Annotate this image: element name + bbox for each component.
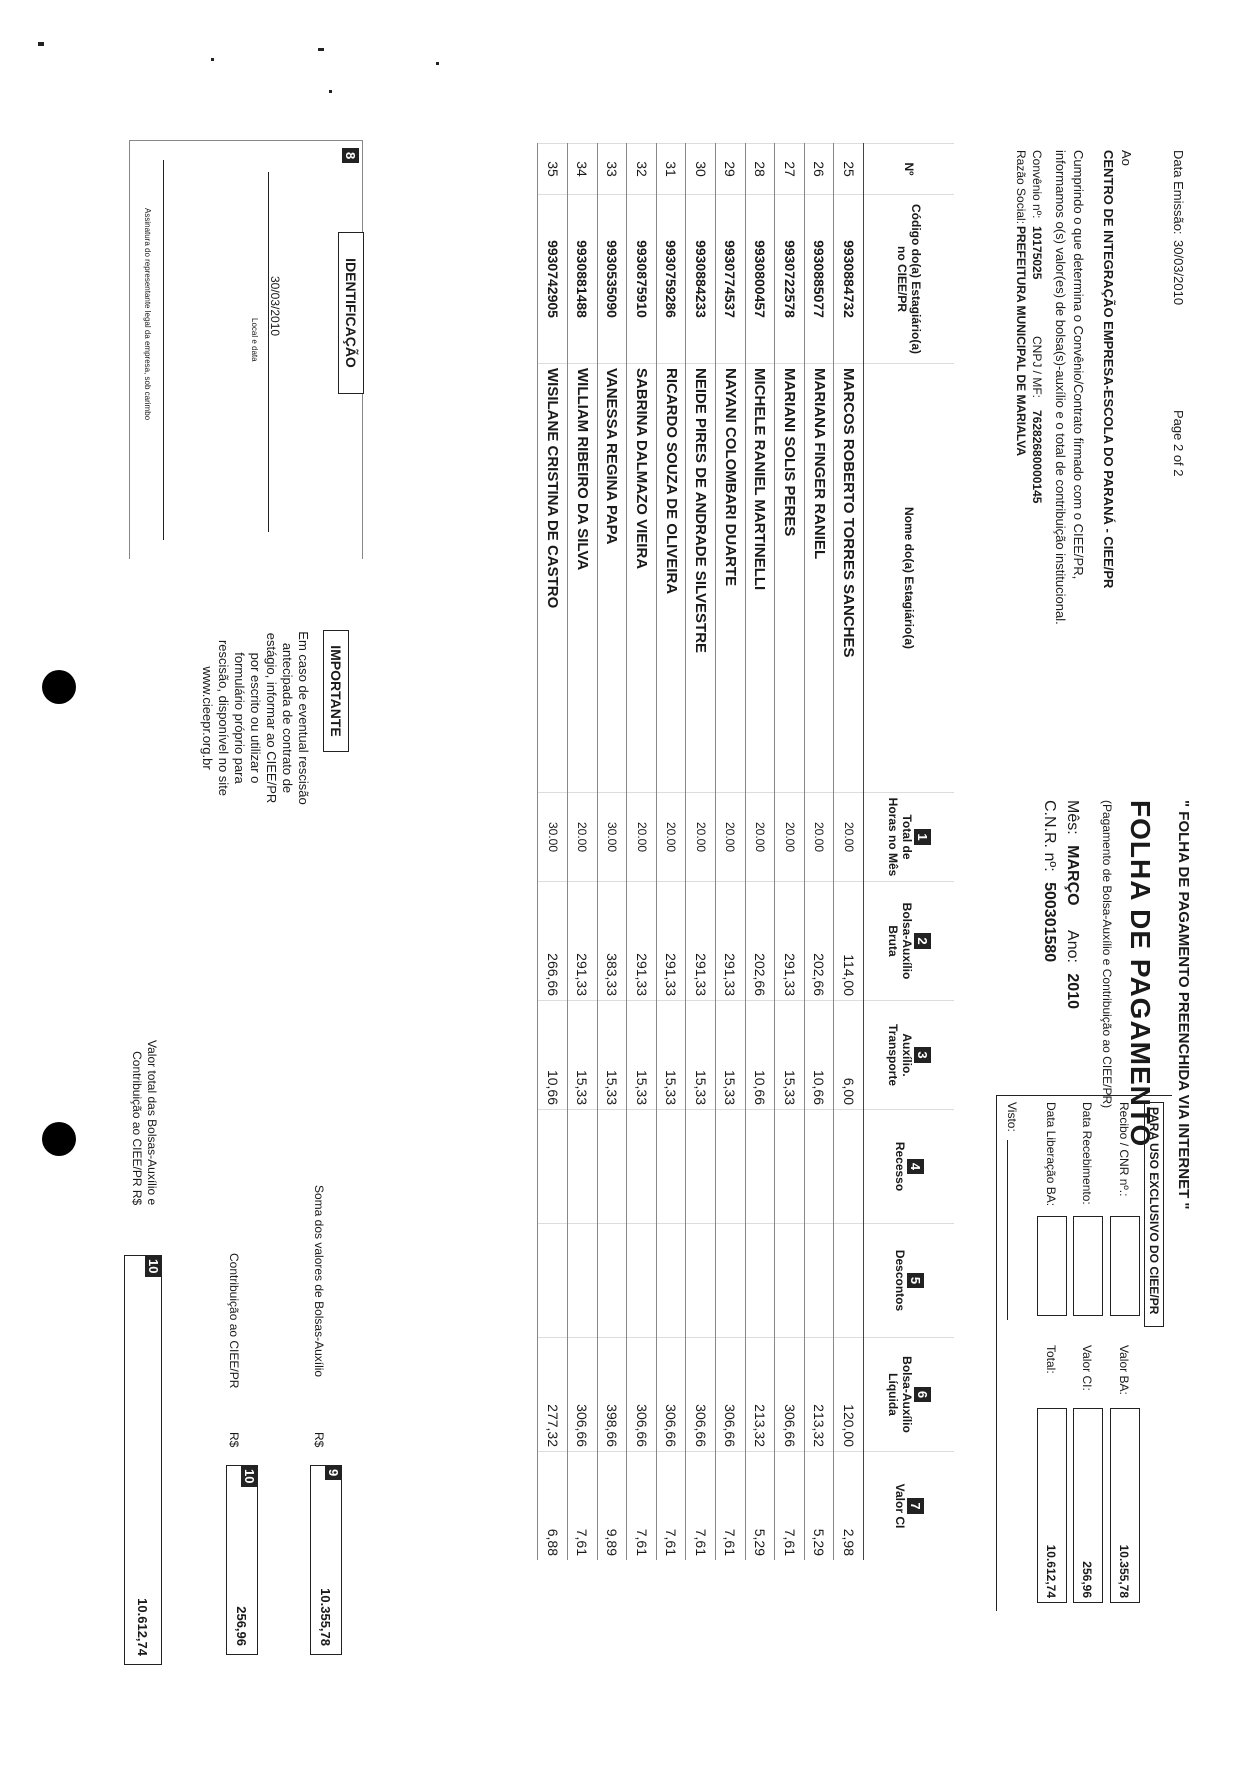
badge-5: 5 <box>908 1273 925 1288</box>
valor-ba-field: 10.355,78 <box>1110 1408 1140 1603</box>
badge-7: 7 <box>908 1498 925 1513</box>
col-bruta: 2 Bolsa-Auxílio Bruta <box>864 882 955 1001</box>
scan-speck <box>38 42 44 46</box>
razao-social-value: PREFEITURA MUNICIPAL DE MARIALVA <box>1014 226 1028 456</box>
month-value: MARÇO <box>1064 845 1081 906</box>
grand-total-value: 10.612,74 <box>135 1598 150 1656</box>
visto-line <box>1007 1140 1008 1320</box>
internet-title: " FOLHA DE PAGAMENTO PREENCHIDA VIA INTERNET " <box>1175 800 1192 1210</box>
signature-caption: Assinatura do representante legal da empresa, sob carimbo <box>143 208 152 421</box>
contrib-currency: R$ <box>227 1432 241 1448</box>
emission-date-label: Data Emissão: <box>1171 150 1186 235</box>
badge-10: 10 <box>241 1465 258 1487</box>
grand-total-field <box>124 1255 162 1665</box>
contrib-label: Contribuição ao CIEE/PR <box>227 1253 241 1389</box>
table-row: 33 9930535090 VANESSA REGINA PAPA 30.00 383,33 15,33 398,66 9,89 <box>597 144 627 1561</box>
table-row: 35 9930742905 WISILANE CRISTINA DE CASTRO 30.00 266,66 10,66 277,32 6,88 <box>538 144 568 1561</box>
table-row: 25 9930884732 MARCOS ROBERTO TORRES SANCHES 20.00 114,00 6,00 120,00 2,98 <box>834 144 864 1561</box>
table-header-row <box>864 144 955 1561</box>
cnr-line <box>1040 800 1058 962</box>
col-liquida: 6 Bolsa-Auxílio Líquida <box>864 1338 955 1452</box>
identificacao-box <box>129 140 363 559</box>
table-row: 34 9930881488 WILLIAM RIBEIRO DA SILVA 20.00 291,33 15,33 306,66 7,61 <box>568 144 598 1561</box>
scan-speck <box>318 48 324 51</box>
table-row: 26 9930885077 MARIANA FINGER RANIEL 20.00 202,66 10,66 213,32 5,29 <box>804 144 834 1561</box>
badge-8: 8 <box>342 148 359 163</box>
col-no: Nº <box>864 144 955 195</box>
table-body <box>538 144 864 1561</box>
table-row: 28 9930800457 MICHELE RANIEL MARTINELLI 20.00 202,66 10,66 213,32 5,29 <box>745 144 775 1561</box>
soma-value: 10.355,78 <box>318 1588 333 1646</box>
importante-title: IMPORTANTE <box>323 630 349 752</box>
year-value: 2010 <box>1064 973 1081 1009</box>
cnpj-label: CNPJ / MF: <box>1030 336 1044 398</box>
page-indicator: Page 2 of 2 <box>1171 410 1186 477</box>
cnr-label: C.N.R. nº: <box>1041 800 1058 872</box>
valor-ci-field: 256,96 <box>1073 1408 1103 1603</box>
punch-hole <box>42 1122 76 1156</box>
main-title: FOLHA DE PAGAMENTO <box>1125 800 1156 1148</box>
addressee-text-1: Cumprindo o que determina o Convênio/Contrato firmado com o CIEE/PR, <box>1071 150 1086 580</box>
emission-date: 30/03/2010 <box>1171 240 1186 306</box>
convenio-value: 10175025 <box>1030 226 1044 280</box>
data-liberacao-field <box>1037 1216 1067 1316</box>
table-row: 27 9930722578 MARIANI SOLIS PERES 20.00 291,33 15,33 306,66 7,61 <box>775 144 805 1561</box>
convenio-label: Convênio nº: <box>1030 150 1044 219</box>
col-codigo: Código do(a) Estagiário(a) no CIEE/PR <box>864 195 955 364</box>
table-row: 29 9930774537 NAYANI COLOMBARI DUARTE 20.00 291,33 15,33 306,66 7,61 <box>716 144 746 1561</box>
badge-1: 1 <box>915 829 932 844</box>
main-subtitle: (Pagamento de Bolsa-Auxílio e Contribuição ao CIEE/PR) <box>1100 800 1114 1109</box>
addressee-ao: Ao <box>1119 150 1134 166</box>
table-row: 30 9930884233 NEIDE PIRES DE ANDRADE SILVESTRE 20.00 291,33 15,33 306,66 7,61 <box>686 144 716 1561</box>
date-line <box>268 172 269 532</box>
data-liberacao-label: Data Liberação BA: <box>1044 1102 1058 1207</box>
soma-field <box>310 1465 342 1655</box>
cnr-value: 500301580 <box>1041 882 1058 963</box>
local-data-caption: Local e data <box>250 318 259 362</box>
badge-10-total: 10 <box>145 1255 162 1277</box>
col-descontos: 5 Descontos <box>864 1224 955 1338</box>
cnpj-value: 76282680000145 <box>1030 410 1044 504</box>
col-horas: 1 Total de Horas no Mês <box>864 793 955 882</box>
recibo-label: Recibo / CNR nº.: <box>1117 1102 1131 1197</box>
valor-ba-label: Valor BA: <box>1117 1345 1131 1395</box>
valor-ci-label: Valor CI: <box>1080 1345 1094 1391</box>
badge-6: 6 <box>915 1387 932 1402</box>
razao-social-label: Razão Social: <box>1014 150 1028 225</box>
table-row: 31 9930759286 RICARDO SOUZA DE OLIVEIRA 20.00 291,33 15,33 306,66 7,61 <box>656 144 686 1561</box>
cieepr-link[interactable]: www.cieepr.org.br <box>200 666 215 770</box>
recibo-field <box>1110 1216 1140 1316</box>
contrib-value: 256,96 <box>234 1606 249 1646</box>
data-recebimento-label: Data Recebimento: <box>1080 1102 1094 1205</box>
data-recebimento-field <box>1073 1216 1103 1316</box>
contrib-field <box>226 1465 258 1655</box>
punch-hole <box>42 670 76 704</box>
col-transporte: 3 Auxílio. Transporte <box>864 1001 955 1110</box>
col-nome: Nome do(a) Estagiário(a) <box>864 364 955 793</box>
importante-text: Em caso de eventual rescisão antecipada de contrato de estágio, informar ao CIEE/PR por escrito ou utilizar o formulário próprio para rescisão, disponível no site www.cieepr.org.br <box>199 598 311 838</box>
identificacao-title: IDENTIFICAÇÃO <box>338 232 364 394</box>
grand-total-label: Valor total das Bolsas-Auxílio e Contribuição ao CIEE/PR R$ <box>130 1040 159 1206</box>
addressee-entity: CENTRO DE INTEGRAÇÃO EMPRESA-ESCOLA DO PARANÁ - CIEE/PR <box>1101 150 1116 589</box>
month-label: Mês: <box>1064 800 1081 835</box>
badge-9: 9 <box>325 1465 342 1480</box>
scan-speck <box>211 58 214 61</box>
scan-speck <box>436 62 439 65</box>
badge-2: 2 <box>915 933 932 948</box>
signature-line <box>163 160 164 540</box>
visto-label: Visto: <box>1005 1102 1019 1132</box>
badge-3: 3 <box>915 1047 932 1062</box>
identificacao-date: 30/03/2010 <box>268 276 282 337</box>
soma-currency: R$ <box>312 1432 326 1448</box>
badge-4: 4 <box>908 1159 925 1174</box>
total-label: Total: <box>1044 1345 1058 1374</box>
col-ci: 7 Valor CI <box>864 1452 955 1561</box>
col-recesso: 4 Recesso <box>864 1110 955 1224</box>
soma-label: Soma dos valores de Bolsas-Auxílio <box>312 1185 326 1378</box>
addressee-text-2: informamos o(s) valor(es) de bolsa(s)-auxílio e o total de contribuição institucional. <box>1053 150 1068 625</box>
total-field: 10.612,74 <box>1037 1408 1067 1603</box>
month-year <box>1063 800 1081 1009</box>
year-label: Ano: <box>1064 930 1081 963</box>
table-row: 32 9930875910 SABRINA DALMAZO VIEIRA 20.00 291,33 15,33 306,66 7,61 <box>627 144 657 1561</box>
payroll-table <box>537 143 954 1560</box>
exclusive-box-title: PARA USO EXCLUSIVO DO CIEE/PR <box>1144 1102 1164 1327</box>
scan-speck <box>329 90 332 93</box>
